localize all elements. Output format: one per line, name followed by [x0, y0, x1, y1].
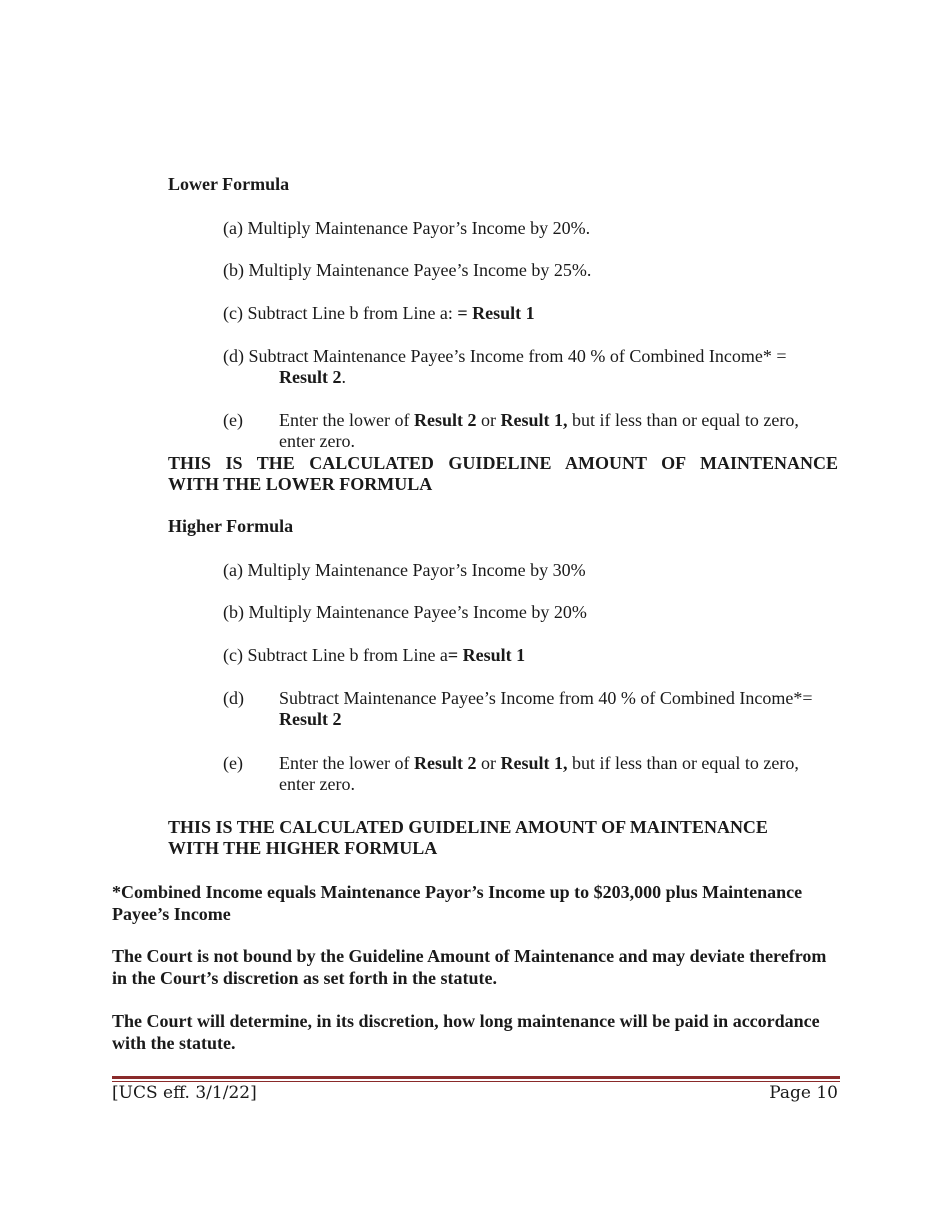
higher-item-a [223, 560, 586, 581]
higher-item-b [223, 602, 587, 623]
item-label: (c) [223, 645, 243, 665]
lower-item-b [223, 260, 591, 281]
higher-item-e-label: (e) [223, 753, 243, 773]
lower-item-a [223, 218, 590, 239]
lower-formula-heading: Lower Formula [168, 174, 290, 194]
result-2-label: Result 2 [279, 367, 342, 387]
combined-income-note: *Combined Income equals Maintenance Payor’s Income up to $203,000 plus Maintenance Payee’s Income [112, 882, 803, 924]
lower-item-d-result [279, 367, 346, 388]
item-label: (b) [223, 260, 244, 280]
lower-conclusion-line1: THIS IS THE CALCULATED GUIDELINE AMOUNT OF MAINTENANCE [168, 453, 838, 473]
result-1-label: = Result 1 [457, 303, 535, 323]
higher-item-c [223, 645, 525, 666]
result-1-label: = Result 1 [447, 645, 526, 665]
footer-rule [112, 1076, 840, 1079]
item-text: or [476, 753, 501, 773]
result-2-label: Result 2 [279, 709, 342, 729]
higher-formula-heading: Higher Formula [168, 516, 294, 536]
item-text: or [476, 410, 501, 430]
item-text: Multiply Maintenance Payee’s Income by 25%. [248, 260, 592, 280]
result-1-label: Result 1, [500, 753, 568, 773]
item-label: (d) [223, 346, 244, 366]
higher-conclusion-line2: WITH THE HIGHER FORMULA [168, 838, 438, 858]
court-not-bound-note: The Court is not bound by the Guideline Amount of Maintenance and may deviate therefrom in the Court’s discretion as set forth in the statute. [112, 946, 827, 988]
lower-item-c [223, 303, 535, 324]
item-text: Subtract Maintenance Payee’s Income from 40 % of Combined Income* = [248, 346, 787, 366]
result-2-label: Result 2 [413, 753, 477, 773]
item-text: Subtract Line b from Line a [247, 645, 448, 665]
higher-item-e-line2: enter zero. [279, 774, 355, 794]
result-2-label: Result 2 [413, 410, 477, 430]
item-label: (c) [223, 303, 243, 323]
higher-item-e [279, 753, 799, 774]
item-label: (b) [223, 602, 244, 622]
item-text: Enter the lower of [279, 753, 414, 773]
item-label: (a) [223, 560, 243, 580]
higher-conclusion-line1: THIS IS THE CALCULATED GUIDELINE AMOUNT OF MAINTENANCE [168, 817, 768, 837]
higher-item-d: Subtract Maintenance Payee’s Income from 40 % of Combined Income*= [279, 688, 813, 708]
item-text: but if less than or equal to zero, [567, 753, 799, 773]
page-number: Page 10 [769, 1083, 838, 1103]
item-label: (a) [223, 218, 243, 238]
lower-item-d [223, 346, 787, 367]
maintenance-duration-note: The Court will determine, in its discretion, how long maintenance will be paid in accordance with the statute. [112, 1011, 820, 1053]
item-text: but if less than or equal to zero, [567, 410, 799, 430]
higher-item-d-label: (d) [223, 688, 244, 708]
result-1-label: Result 1, [500, 410, 568, 430]
lower-item-e-label: (e) [223, 410, 243, 430]
item-text: Enter the lower of [279, 410, 414, 430]
lower-item-e-line2: enter zero. [279, 431, 355, 451]
item-text: Subtract Line b from Line a: [247, 303, 458, 323]
lower-item-e [279, 410, 799, 431]
item-text: Multiply Maintenance Payor’s Income by 30% [247, 560, 586, 580]
item-text: Multiply Maintenance Payor’s Income by 20%. [247, 218, 591, 238]
item-text: Multiply Maintenance Payee’s Income by 20% [248, 602, 587, 622]
lower-conclusion-line2: WITH THE LOWER FORMULA [168, 474, 433, 494]
item-tail: . [341, 367, 346, 387]
footer-revision: [UCS eff. 3/1/22] [112, 1083, 257, 1103]
